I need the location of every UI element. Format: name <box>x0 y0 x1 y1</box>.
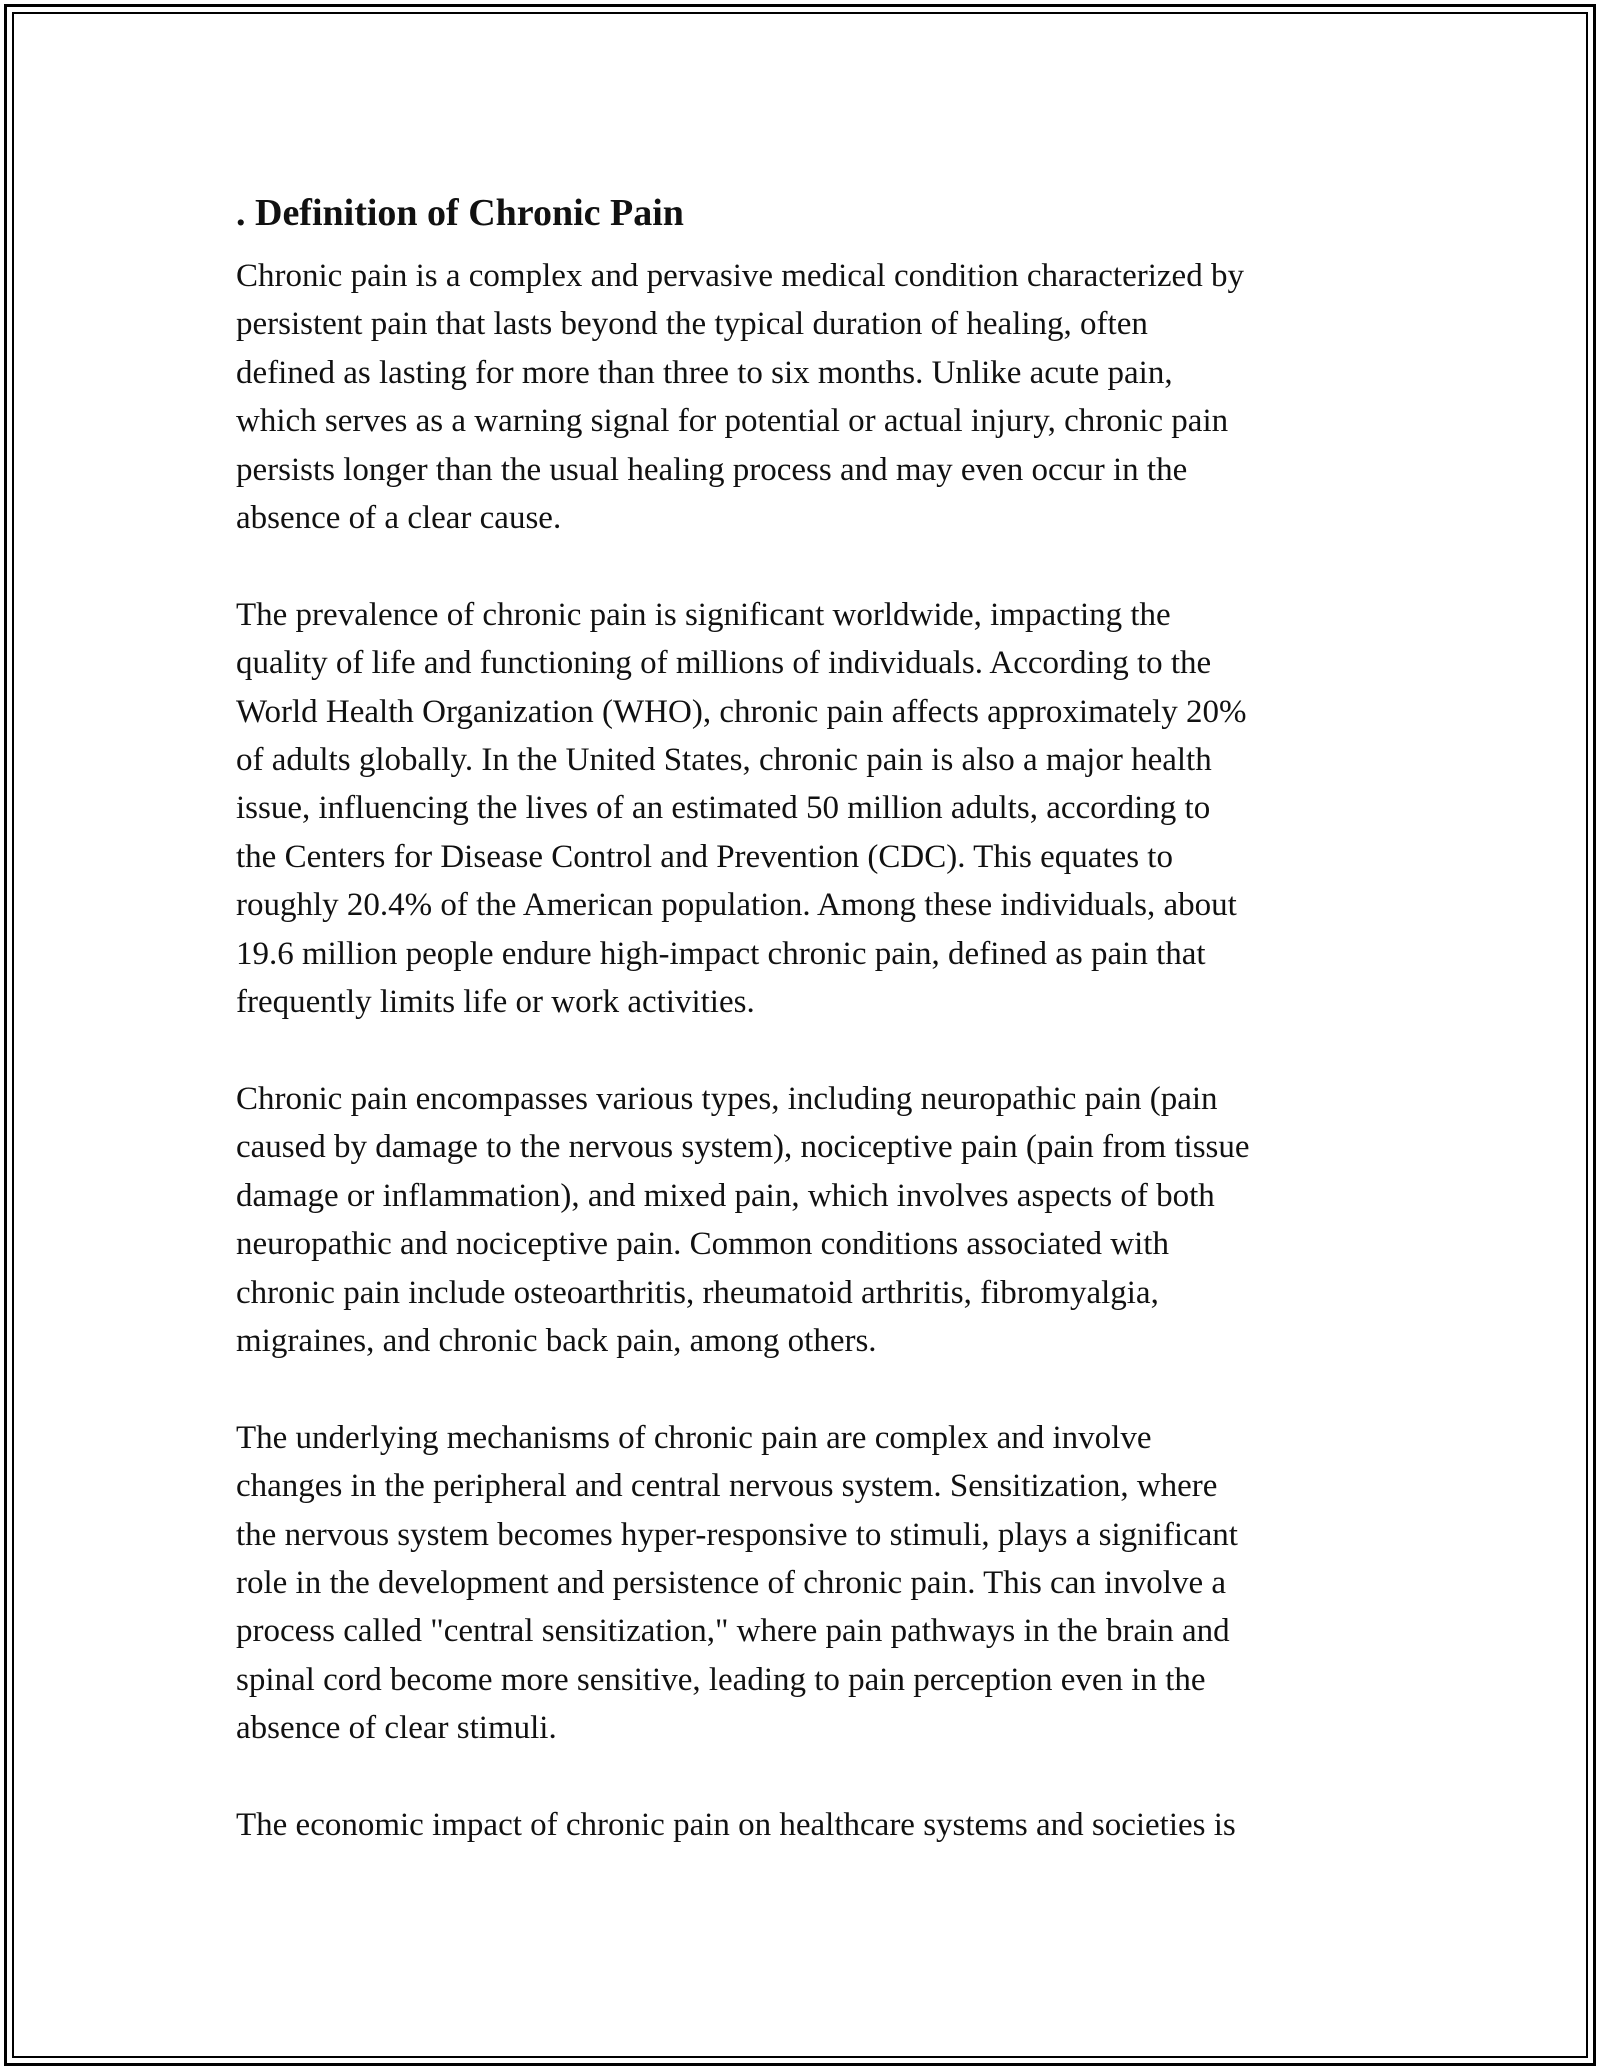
text-line: persists longer than the usual healing process and may even occur in the <box>236 451 1188 488</box>
document-body <box>236 188 1376 1898</box>
text-line: damage or inflammation), and mixed pain, which involves aspects of both <box>236 1177 1215 1214</box>
text-line: the nervous system becomes hyper-responsive to stimuli, plays a significant <box>236 1516 1238 1553</box>
text-line: issue, influencing the lives of an estimated 50 million adults, according to <box>236 790 1211 827</box>
text-line: persistent pain that lasts beyond the typical duration of healing, often <box>236 306 1148 343</box>
text-line: chronic pain include osteoarthritis, rheumatoid arthritis, fibromyalgia, <box>236 1274 1159 1311</box>
text-line: absence of clear stimuli. <box>236 1710 557 1747</box>
text-line: The prevalence of chronic pain is significant worldwide, impacting the <box>236 596 1171 633</box>
text-line: caused by damage to the nervous system), nociceptive pain (pain from tissue <box>236 1129 1250 1166</box>
text-line: The economic impact of chronic pain on healthcare systems and societies is <box>236 1806 1236 1843</box>
text-line: roughly 20.4% of the American population. Among these individuals, about <box>236 887 1237 924</box>
text-line: Chronic pain is a complex and pervasive medical condition characterized by <box>236 258 1244 294</box>
text-line: migraines, and chronic back pain, among others. <box>236 1322 877 1359</box>
paragraph-economic <box>236 1801 1376 1849</box>
text-line: frequently limits life or work activities. <box>236 984 755 1021</box>
section-heading: . Definition of Chronic Pain <box>236 192 684 234</box>
paragraph-prevalence <box>236 591 1376 1027</box>
text-line: of adults globally. In the United States, chronic pain is also a major health <box>236 742 1212 779</box>
paragraph-types <box>236 1075 1376 1365</box>
text-line: neuropathic and nociceptive pain. Common conditions associated with <box>236 1226 1169 1263</box>
text-line: 19.6 million people endure high-impact chronic pain, defined as pain that <box>236 935 1206 972</box>
text-line: role in the development and persistence of chronic pain. This can involve a <box>236 1564 1226 1601</box>
text-line: World Health Organization (WHO), chronic pain affects approximately 20% <box>236 693 1247 730</box>
text-line: defined as lasting for more than three to six months. Unlike acute pain, <box>236 354 1173 391</box>
text-line: which serves as a warning signal for potential or actual injury, chronic pain <box>236 403 1229 440</box>
paragraph-mechanisms <box>236 1414 1376 1753</box>
text-line: absence of a clear cause. <box>236 500 562 537</box>
text-line: Chronic pain encompasses various types, including neuropathic pain (pain <box>236 1080 1218 1117</box>
text-line: changes in the peripheral and central nervous system. Sensitization, where <box>236 1468 1218 1505</box>
text-line: quality of life and functioning of millions of individuals. According to the <box>236 645 1212 682</box>
text-line: spinal cord become more sensitive, leading to pain perception even in the <box>236 1661 1206 1698</box>
text-line: the Centers for Disease Control and Prevention (CDC). This equates to <box>236 838 1173 875</box>
text-line: The underlying mechanisms of chronic pain are complex and involve <box>236 1419 1152 1456</box>
text-line: process called "central sensitization," where pain pathways in the brain and <box>236 1613 1230 1650</box>
paragraph-definition <box>236 252 1376 542</box>
